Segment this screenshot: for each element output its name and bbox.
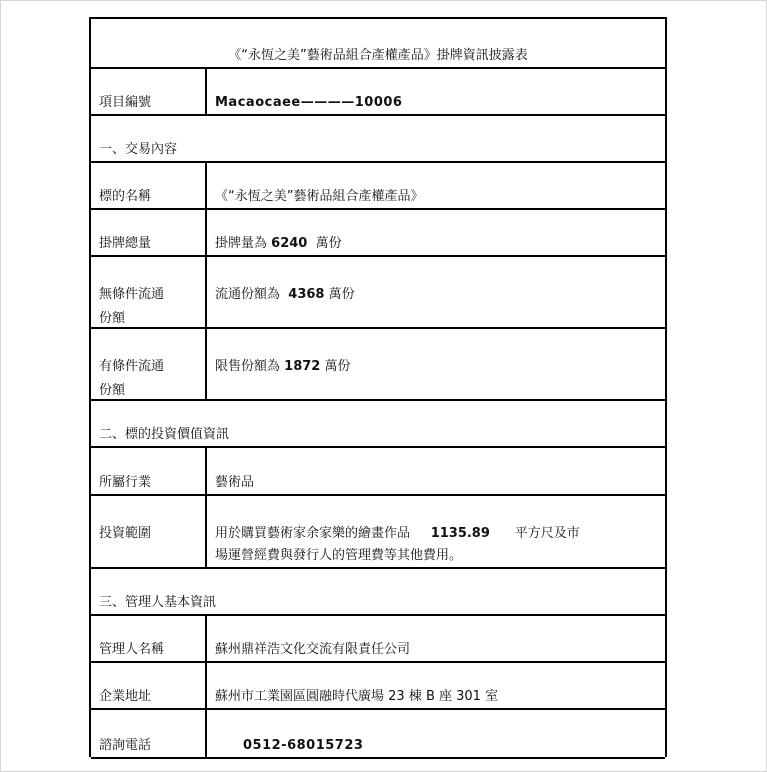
phone-label: 諮詢電話	[99, 738, 152, 753]
address-row	[91, 663, 665, 710]
investment-scope-label: 投資範圍	[99, 526, 152, 541]
industry-value: 藝術品	[215, 475, 255, 490]
subject-name-row	[91, 163, 665, 210]
table-title: 《“永恆之美”藝術品組合產權產品》掛牌資訊披露表	[228, 48, 528, 63]
address-label: 企業地址	[99, 689, 152, 704]
conditional-row	[91, 329, 665, 401]
section-2-title: 二、標的投資價值資訊	[99, 427, 230, 442]
subject-name-value: 《“永恆之美”藝術品組合產權產品》	[215, 189, 424, 204]
project-no-label: 項目編號	[99, 95, 152, 110]
phone-value: 0512-68015723	[243, 738, 364, 753]
address-value: 蘇州市工業園區圓融時代廣場 23 棟 B 座 301 室	[215, 689, 499, 704]
investment-scope-line1: 用於購買藝術家余家樂的繪畫作品 1135.89 平方尺及市	[215, 526, 580, 541]
conditional-label-2: 份額	[99, 383, 126, 398]
investment-scope-line2: 場運營經費與發行人的管理費等其他費用。	[215, 548, 463, 563]
conditional-value: 限售份額為 1872 萬份	[215, 359, 351, 374]
manager-value: 蘇州鼎祥浩文化交流有限責任公司	[215, 642, 411, 657]
subject-name-label: 標的名稱	[99, 189, 152, 204]
section-heading-2	[91, 401, 665, 448]
manager-label: 管理人名稱	[99, 642, 165, 657]
manager-row	[91, 616, 665, 663]
section-3-title: 三、管理人基本資訊	[99, 595, 217, 610]
disclosure-table	[89, 17, 667, 757]
investment-scope-row	[91, 496, 665, 569]
table-title-row	[91, 19, 665, 69]
project-no-value: Macaocaee————10006	[215, 95, 403, 110]
section-heading-3	[91, 569, 665, 616]
industry-label: 所屬行業	[99, 475, 152, 490]
section-1-title: 一、交易內容	[99, 142, 178, 157]
unconditional-row	[91, 257, 665, 329]
industry-row	[91, 448, 665, 496]
listing-total-label: 掛牌總量	[99, 236, 152, 251]
unconditional-label-2: 份額	[99, 311, 126, 326]
phone-row	[91, 710, 665, 759]
unconditional-label-1: 無條件流通	[99, 287, 165, 302]
listing-total-value: 掛牌量為 6240 萬份	[215, 236, 342, 251]
project-no-row	[91, 69, 665, 116]
unconditional-value: 流通份額為 4368 萬份	[215, 287, 355, 302]
section-heading-1	[91, 116, 665, 163]
listing-total-row	[91, 210, 665, 257]
conditional-label-1: 有條件流通	[99, 359, 165, 374]
